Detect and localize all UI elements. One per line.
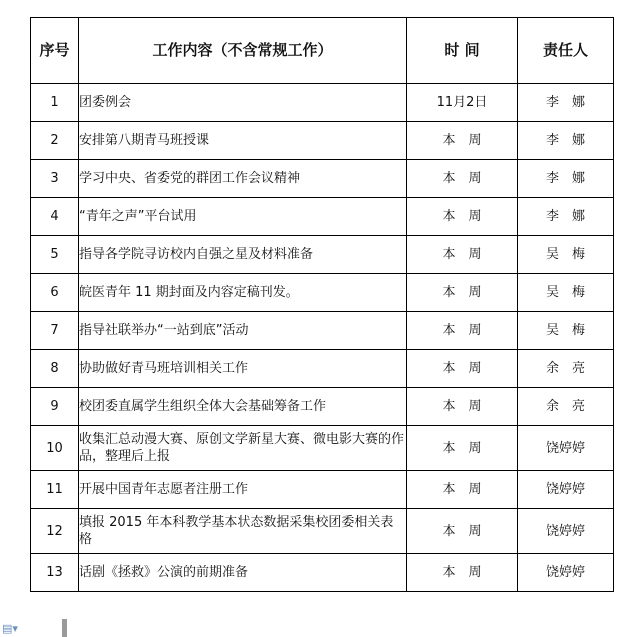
row-task: 指导各学院寻访校内自强之星及材料准备 <box>79 236 407 274</box>
row-task: 开展中国青年志愿者注册工作 <box>79 471 407 509</box>
row-task: 话剧《拯救》公演的前期准备 <box>79 554 407 592</box>
row-no: 13 <box>31 554 79 592</box>
row-owner: 饶婷婷 <box>518 471 614 509</box>
table-row <box>31 426 614 471</box>
row-no: 4 <box>31 198 79 236</box>
row-task: 填报 2015 年本科教学基本状态数据采集校团委相关表格 <box>79 509 407 554</box>
table-row <box>31 236 614 274</box>
row-owner: 余 亮 <box>518 388 614 426</box>
table-row <box>31 160 614 198</box>
table-row <box>31 84 614 122</box>
row-time: 本 周 <box>407 350 518 388</box>
table-row <box>31 350 614 388</box>
row-owner: 余 亮 <box>518 350 614 388</box>
row-task: “青年之声”平台试用 <box>79 198 407 236</box>
clipboard-icon[interactable]: ▤▾ <box>2 622 18 635</box>
row-time: 本 周 <box>407 236 518 274</box>
row-task: 皖医青年 11 期封面及内容定稿刊发。 <box>79 274 407 312</box>
row-no: 1 <box>31 84 79 122</box>
row-owner: 李 娜 <box>518 84 614 122</box>
text-cursor <box>62 619 67 637</box>
row-no: 10 <box>31 426 79 471</box>
row-owner: 饶婷婷 <box>518 426 614 471</box>
row-no: 8 <box>31 350 79 388</box>
row-owner: 李 娜 <box>518 198 614 236</box>
row-time: 本 周 <box>407 388 518 426</box>
table-row <box>31 554 614 592</box>
row-time: 本 周 <box>407 160 518 198</box>
row-time: 11月2日 <box>407 84 518 122</box>
row-no: 11 <box>31 471 79 509</box>
row-owner: 吴 梅 <box>518 312 614 350</box>
row-time: 本 周 <box>407 426 518 471</box>
row-time: 本 周 <box>407 122 518 160</box>
row-time: 本 周 <box>407 312 518 350</box>
row-no: 7 <box>31 312 79 350</box>
row-owner: 李 娜 <box>518 160 614 198</box>
row-owner: 吴 梅 <box>518 236 614 274</box>
header-owner: 责任人 <box>518 18 614 84</box>
table-row <box>31 388 614 426</box>
row-time: 本 周 <box>407 554 518 592</box>
header-task: 工作内容（不含常规工作） <box>79 18 407 84</box>
row-no: 2 <box>31 122 79 160</box>
row-no: 3 <box>31 160 79 198</box>
table-row <box>31 122 614 160</box>
table-row <box>31 274 614 312</box>
row-no: 5 <box>31 236 79 274</box>
row-task: 收集汇总动漫大赛、原创文学新星大赛、微电影大赛的作品，整理后上报 <box>79 426 407 471</box>
header-time: 时 间 <box>407 18 518 84</box>
work-schedule-table <box>30 17 614 592</box>
row-task: 团委例会 <box>79 84 407 122</box>
row-time: 本 周 <box>407 274 518 312</box>
table-header-row <box>31 18 614 84</box>
row-task: 校团委直属学生组织全体大会基础筹备工作 <box>79 388 407 426</box>
table-row <box>31 471 614 509</box>
row-task: 指导社联举办“一站到底”活动 <box>79 312 407 350</box>
row-task: 学习中央、省委党的群团工作会议精神 <box>79 160 407 198</box>
row-task: 安排第八期青马班授课 <box>79 122 407 160</box>
row-no: 6 <box>31 274 79 312</box>
table-row <box>31 509 614 554</box>
row-owner: 饶婷婷 <box>518 509 614 554</box>
row-owner: 饶婷婷 <box>518 554 614 592</box>
row-time: 本 周 <box>407 509 518 554</box>
table-row <box>31 312 614 350</box>
row-no: 9 <box>31 388 79 426</box>
row-owner: 李 娜 <box>518 122 614 160</box>
row-time: 本 周 <box>407 198 518 236</box>
row-task: 协助做好青马班培训相关工作 <box>79 350 407 388</box>
row-no: 12 <box>31 509 79 554</box>
header-no: 序号 <box>31 18 79 84</box>
row-time: 本 周 <box>407 471 518 509</box>
table-row <box>31 198 614 236</box>
row-owner: 吴 梅 <box>518 274 614 312</box>
